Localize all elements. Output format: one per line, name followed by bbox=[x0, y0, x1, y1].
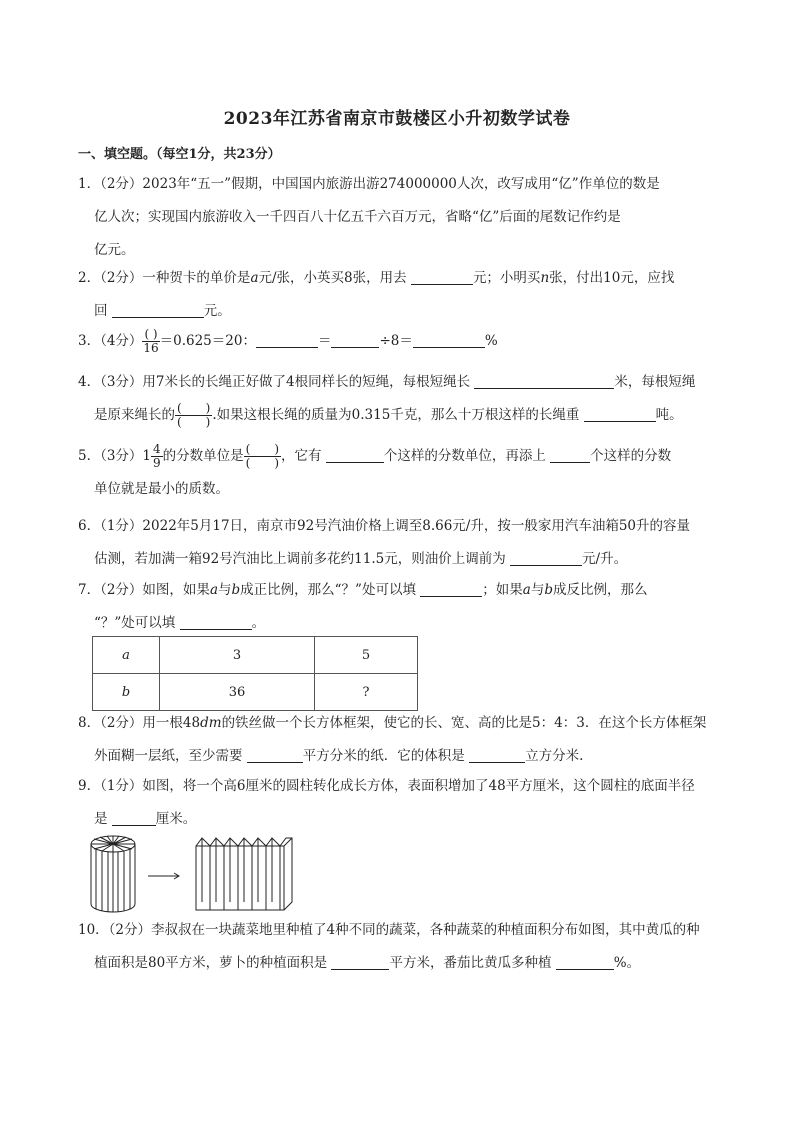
answer-blank[interactable] bbox=[584, 406, 656, 422]
q3-text: ＝ bbox=[317, 333, 332, 349]
question-8 bbox=[78, 707, 720, 773]
answer-blank[interactable] bbox=[256, 332, 318, 348]
q3-fraction bbox=[142, 328, 159, 355]
table-cell: 5 bbox=[315, 637, 418, 674]
fraction-denominator: ( ) bbox=[245, 456, 280, 470]
q3-text: 3．（4分） bbox=[78, 333, 143, 349]
q8-text: 8．（2分）用一根48 bbox=[78, 715, 201, 731]
q4-text: 吨。 bbox=[655, 407, 683, 423]
table-cell: ? bbox=[315, 674, 418, 711]
fraction-numerator: ( ) bbox=[177, 401, 211, 415]
q2-text: 回 bbox=[94, 303, 108, 319]
fraction-numerator: ( ) bbox=[245, 442, 280, 456]
fraction-denominator: 9 bbox=[153, 456, 161, 470]
cylinder-to-cuboid-figure bbox=[90, 832, 300, 918]
table-row bbox=[93, 637, 418, 674]
q10-text: 平方米，番茄比黄瓜多种植 bbox=[389, 955, 552, 971]
q7-text: 成正比例，那么“？”处可以填 bbox=[240, 582, 416, 598]
q3-text: ＝0.625＝20： bbox=[159, 333, 256, 349]
q4-text: 米，每根短绳 bbox=[614, 374, 696, 390]
answer-blank[interactable] bbox=[556, 954, 614, 970]
answer-blank[interactable] bbox=[180, 614, 252, 630]
q1-line2: 亿人次；实现国内旅游收入一千四百八十亿五千六百万元，省略“亿”后面的尾数记作约是 bbox=[94, 209, 621, 225]
table-cell bbox=[93, 674, 160, 711]
answer-blank[interactable] bbox=[112, 302, 204, 318]
answer-blank[interactable] bbox=[326, 447, 384, 463]
q7-var-b: b bbox=[544, 582, 553, 598]
q8-text: 外面糊一层纸，至少需要 bbox=[94, 748, 243, 764]
q9-text: 厘米。 bbox=[155, 811, 197, 827]
q5-text: 个这样的分数单位，再添上 bbox=[383, 448, 546, 464]
question-7 bbox=[78, 574, 720, 640]
question-6 bbox=[78, 510, 720, 576]
q5-text: 个这样的分数 bbox=[590, 448, 672, 464]
answer-blank[interactable] bbox=[469, 747, 525, 763]
q4-fraction-blank[interactable] bbox=[175, 402, 212, 429]
table-row bbox=[93, 674, 418, 711]
table-header-a: a bbox=[122, 647, 130, 663]
q4-text: 是原来绳长的 bbox=[94, 407, 175, 423]
fraction-numerator: ( ) bbox=[144, 327, 158, 341]
q4-text: .如果这根长绳的质量为0.315千克，那么十万根这样的长绳重 bbox=[212, 407, 580, 423]
question-2 bbox=[78, 262, 720, 328]
answer-blank[interactable] bbox=[331, 954, 389, 970]
q7-var-b: b bbox=[231, 582, 241, 598]
q8-text: 的铁丝做一个长方体框架，使它的长、宽、高的比是5：4：3．在这个长方体框架 bbox=[221, 715, 707, 731]
answer-blank[interactable] bbox=[420, 581, 482, 597]
q2-var-n: n bbox=[540, 270, 550, 286]
q10-text: 植面积是80平方米，萝卜的种植面积是 bbox=[94, 955, 328, 971]
answer-blank[interactable] bbox=[550, 447, 590, 463]
q5-text: 5．（3分）1 bbox=[78, 448, 152, 464]
answer-blank[interactable] bbox=[112, 810, 156, 826]
q1-line3: 亿元。 bbox=[94, 242, 135, 258]
answer-blank[interactable] bbox=[510, 550, 582, 566]
question-3 bbox=[78, 325, 720, 358]
q7-var-a: a bbox=[209, 582, 218, 598]
q7-text: ；如果 bbox=[482, 582, 523, 598]
q2-var-a: a bbox=[250, 270, 259, 286]
fraction-denominator: ( ) bbox=[177, 415, 211, 429]
q5-line2: 单位就是最小的质数。 bbox=[94, 481, 229, 497]
q4-text: 4．（3分）用7米长的长绳正好做了4根同样长的短绳，每根短绳长 bbox=[78, 374, 471, 390]
table-cell bbox=[93, 637, 160, 674]
q7-text: 与 bbox=[218, 582, 232, 598]
question-5 bbox=[78, 440, 720, 506]
q1-line1: 1．（2分）2023年“五一”假期，中国国内旅游出游274000000人次，改写成用“亿”作单位的数是 bbox=[78, 176, 660, 192]
q9-text: 是 bbox=[94, 811, 108, 827]
q3-text: % bbox=[484, 333, 498, 349]
q7-text: 与 bbox=[530, 582, 545, 598]
fraction-numerator: 4 bbox=[153, 442, 161, 456]
answer-blank[interactable] bbox=[474, 373, 614, 389]
q9-line1: 9．（1分）如图，将一个高6厘米的圆柱转化成长方体，表面积增加了48平方厘米，这个圆柱的底面半径 bbox=[78, 778, 695, 794]
question-10 bbox=[78, 914, 720, 980]
q2-text: 元；小明买 bbox=[472, 270, 541, 286]
q7-text: 成反比例，那么 bbox=[552, 582, 648, 598]
answer-blank[interactable] bbox=[331, 332, 379, 348]
q7-text: “？”处可以填 bbox=[94, 615, 176, 631]
table-cell: 36 bbox=[160, 674, 315, 711]
page-title: 2023年江苏省南京市鼓楼区小升初数学试卷 bbox=[223, 109, 571, 129]
question-9 bbox=[78, 770, 720, 836]
q10-text: %。 bbox=[613, 955, 641, 971]
q7-text: 。 bbox=[251, 615, 266, 631]
question-1 bbox=[78, 168, 720, 267]
q2-text: 张，付出10元，应找 bbox=[549, 270, 675, 286]
q2-text: 元/张，小英买8张，用去 bbox=[258, 270, 407, 286]
q3-text: ÷8＝ bbox=[379, 333, 413, 349]
answer-blank[interactable] bbox=[411, 269, 473, 285]
q5-mixed-fraction bbox=[151, 443, 163, 470]
q8-unit: dm bbox=[200, 715, 222, 731]
q8-text: 平方分米的纸．它的体积是 bbox=[302, 748, 465, 764]
table-cell: 3 bbox=[160, 637, 315, 674]
q5-text: 的分数单位是 bbox=[162, 448, 244, 464]
cuboid-shape bbox=[196, 838, 292, 910]
q2-text: 2．（2分）一种贺卡的单价是 bbox=[78, 270, 251, 286]
q5-text: ，它有 bbox=[281, 448, 322, 464]
q5-fraction-blank[interactable] bbox=[244, 443, 281, 470]
table-header-b: b bbox=[121, 684, 131, 700]
answer-blank[interactable] bbox=[247, 747, 303, 763]
q6-line1: 6．（1分）2022年5月17日，南京市92号汽油价格上调至8.66元/升，按一般家用汽车油箱50升的容量 bbox=[78, 518, 691, 534]
q6-text: 估测，若加满一箱92号汽油比上调前多花约11.5元，则油价上调前为 bbox=[94, 551, 506, 567]
proportion-table bbox=[92, 636, 418, 711]
fraction-denominator: 16 bbox=[143, 341, 159, 355]
q6-text: 元/升。 bbox=[582, 551, 628, 567]
cylinder-side-lines bbox=[96, 849, 130, 912]
q2-text: 元。 bbox=[203, 303, 231, 319]
q7-var-a: a bbox=[522, 582, 531, 598]
answer-blank[interactable] bbox=[413, 332, 485, 348]
section-heading: 一、填空题。（每空1分，共23分） bbox=[78, 147, 281, 162]
q8-text: 立方分米. bbox=[525, 748, 584, 764]
question-4 bbox=[78, 366, 720, 432]
q10-line1: 10．（2分）李叔叔在一块蔬菜地里种植了4种不同的蔬菜，各种蔬菜的种植面积分布如图，其中黄瓜的种 bbox=[78, 922, 700, 938]
q7-text: 7．（2分）如图，如果 bbox=[78, 582, 210, 598]
